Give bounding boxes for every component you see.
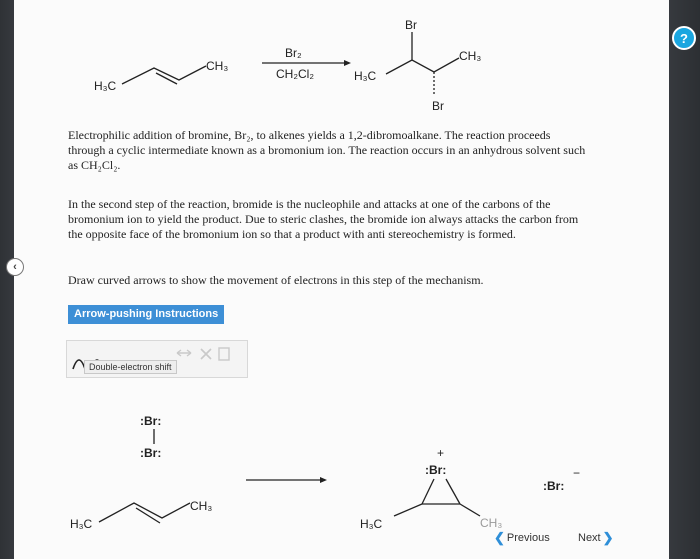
reaction-arrowhead [344, 60, 351, 66]
alkene-methyl-right: CH₃ [190, 499, 213, 513]
arrow-pushing-instructions-button[interactable]: Arrow-pushing Instructions [68, 305, 224, 324]
tool-tooltip: Double-electron shift [84, 360, 177, 374]
bromine-bottom-atom[interactable]: :Br: [140, 446, 162, 460]
bromonium-bromine[interactable]: :Br: [425, 463, 447, 477]
next-label: Next [578, 532, 601, 544]
bromonium-methyl-bond-right [460, 504, 480, 516]
step-paragraph: In the second step of the reaction, bromide is the nucleophile and attacks at one of the carbons of the bromonium ion to yield the product. Due to steric clashes, the bromide ion always attacks the carbon from the opposite face of the bromonium ion so that a product with anti stereochemistry is formed. [68, 197, 579, 241]
bromide-charge: − [573, 466, 581, 480]
bromonium-charge: + [437, 446, 445, 460]
reactant-methyl-left: H₃C [94, 79, 117, 93]
product-methyl-right: CH₃ [459, 49, 482, 63]
intro-paragraph: Electrophilic addition of bromine, Br₂, to alkenes yields a 1,2-dibromoalkane. The reaction proceeds through a cyclic intermediate known as a bromonium ion. The reaction occurs in an anhydrous solvent such as CH₂Cl₂. [68, 128, 586, 172]
alkene-skeleton[interactable] [99, 503, 190, 522]
question-page [14, 0, 669, 559]
previous-label: Previous [506, 532, 550, 544]
product-bromine-top: Br [405, 18, 417, 32]
chevron-right-icon: ❯ [602, 530, 614, 545]
reactant-methyl-right: CH₃ [206, 59, 229, 73]
reaction-scheme [14, 0, 669, 125]
mechanism-arrowhead [320, 477, 327, 483]
product-methyl-left: H₃C [354, 69, 377, 83]
reagent-solvent: CH₂Cl₂ [276, 67, 314, 81]
bromonium-bond-right [446, 479, 460, 504]
trash-icon[interactable] [219, 348, 229, 360]
reactant-skeleton [122, 66, 206, 84]
delete-icon[interactable] [201, 349, 211, 359]
bromonium-methyl-bond-left [394, 504, 422, 516]
bromide-ion[interactable]: :Br: [543, 479, 565, 493]
chevron-left-icon: ‹ [13, 261, 17, 273]
previous-button[interactable] [494, 530, 550, 546]
product-bromine-bottom: Br [432, 99, 444, 113]
mechanism-panel [14, 400, 669, 550]
product-skeleton [386, 58, 459, 74]
bromonium-bond-left [422, 479, 434, 504]
bromine-top-atom[interactable]: :Br: [140, 414, 162, 428]
chevron-left-icon: ❮ [494, 530, 505, 545]
bromonium-methyl-left: H₃C [360, 517, 383, 531]
bromonium-methyl-right: CH₃ [480, 516, 503, 530]
side-collapse-tab[interactable] [6, 258, 24, 276]
next-button[interactable] [578, 530, 614, 546]
task-paragraph: Draw curved arrows to show the movement of electrons in this step of the mechanism. [68, 273, 484, 287]
resonance-arrow-icon[interactable] [177, 350, 191, 356]
reagent-bromine: Br₂ [285, 46, 302, 60]
help-button[interactable] [672, 26, 696, 50]
help-icon: ? [680, 30, 688, 46]
alkene-methyl-left: H₃C [70, 517, 93, 531]
